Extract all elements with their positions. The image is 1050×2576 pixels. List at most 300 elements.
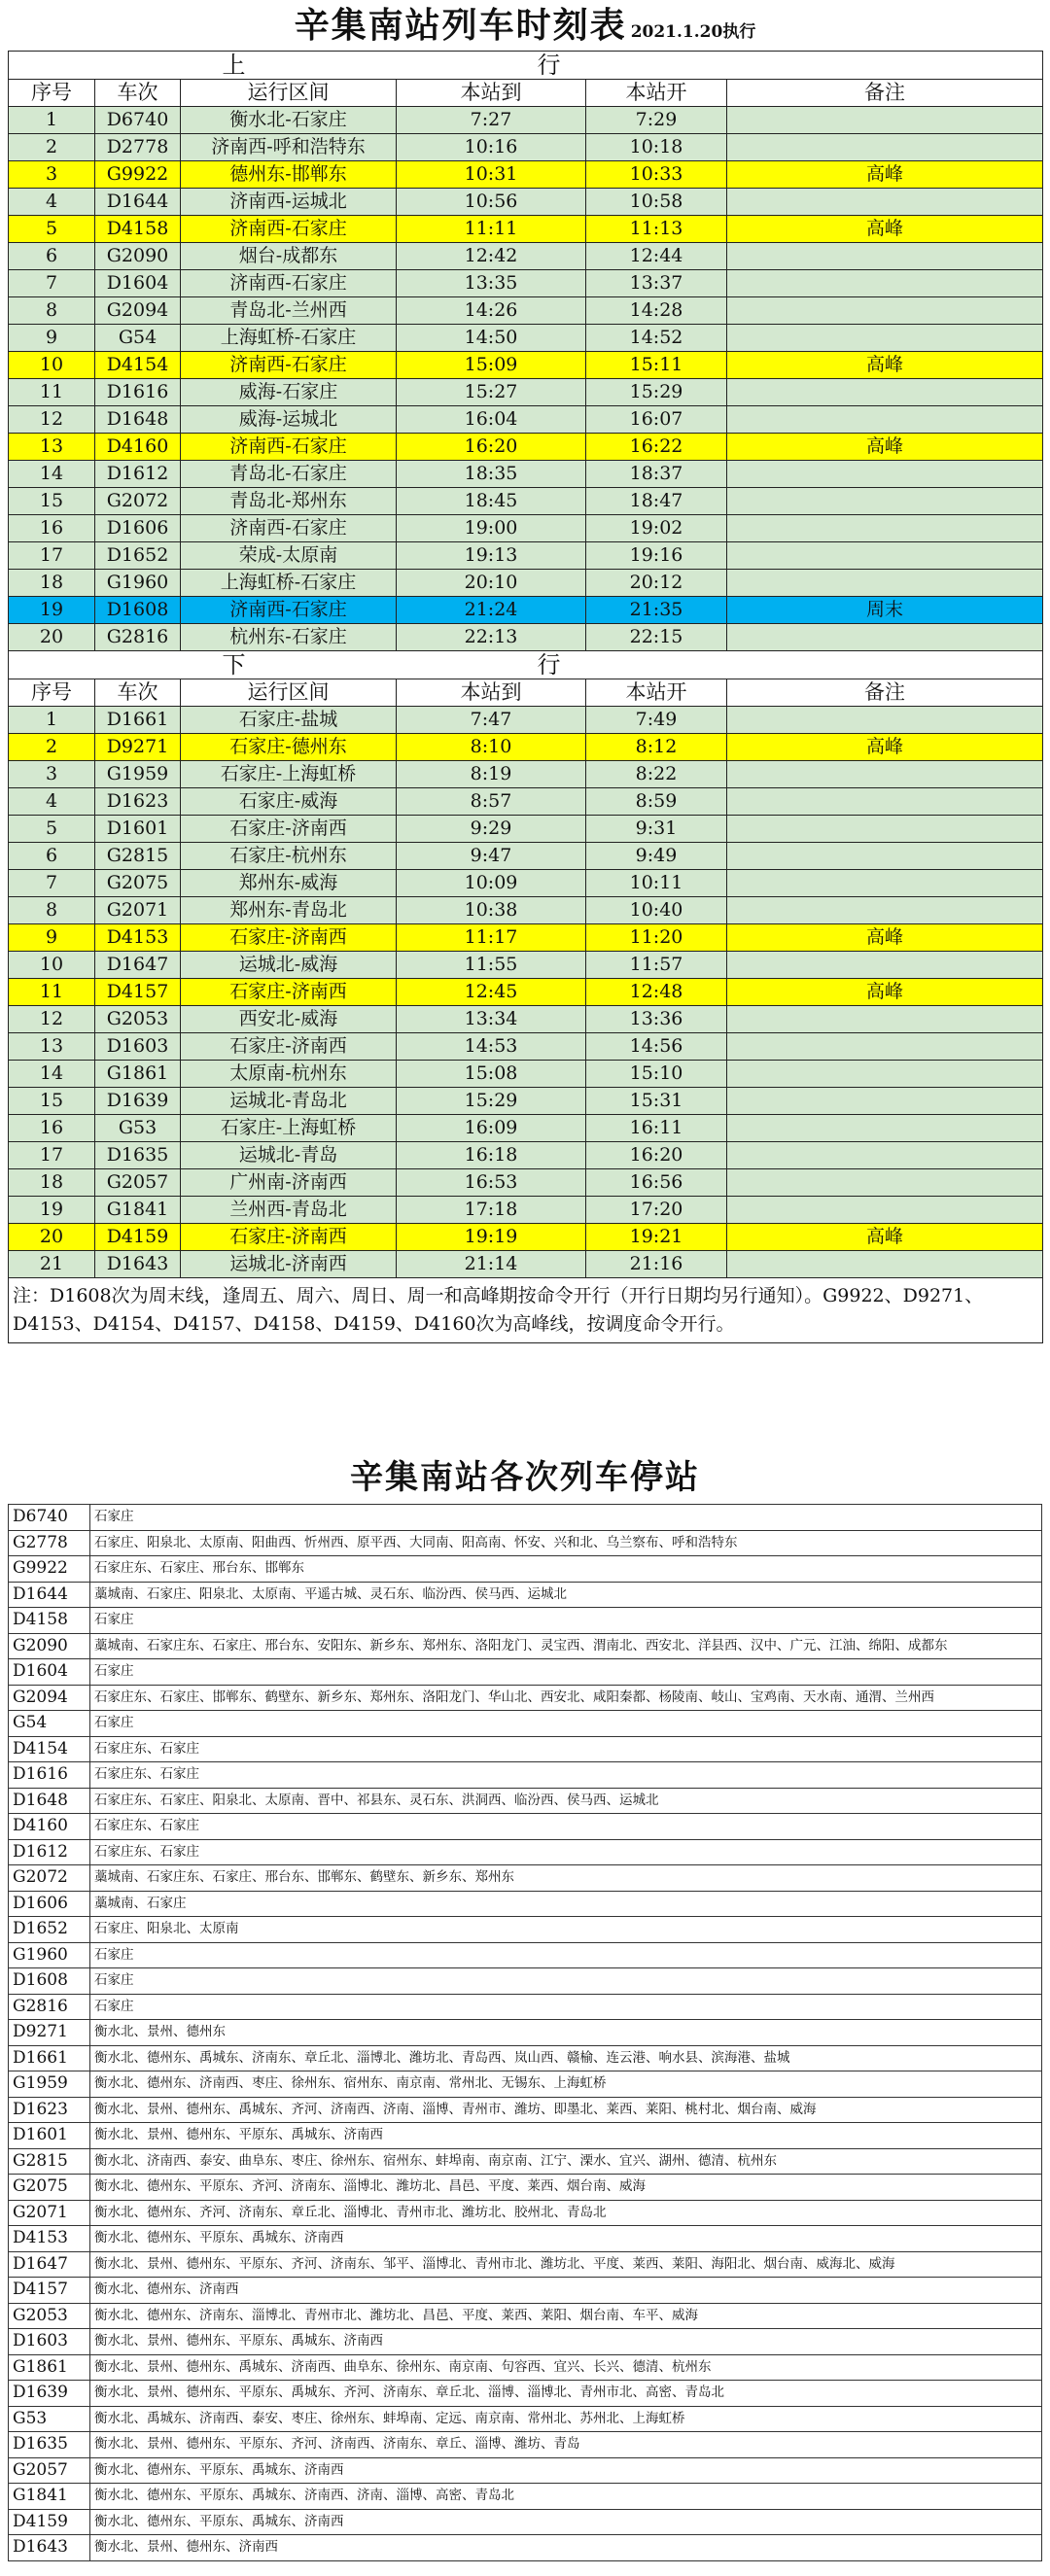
down-column-headers (9, 679, 1043, 707)
effective-date: 2021.1.20执行 (630, 22, 756, 42)
row-train: G2815 (95, 843, 181, 870)
timetable-row (9, 1006, 1043, 1033)
row-depart: 16:20 (586, 1142, 727, 1169)
stops-list: 石家庄 (90, 1942, 1042, 1968)
timetable-row (9, 461, 1043, 488)
row-seq: 10 (9, 352, 95, 379)
stops-list: 衡水北、德州东、禹城东、济南东、章丘北、淄博北、潍坊北、青岛西、岚山西、赣榆、连云港、响水县、滨海港、盐城 (90, 2045, 1042, 2071)
timetable-row (9, 816, 1043, 843)
stops-list: 石家庄东、石家庄、邢台东、邯郸东 (90, 1556, 1042, 1583)
row-seq: 11 (9, 979, 95, 1006)
stops-table (8, 1504, 1042, 2561)
row-remark (727, 952, 1043, 979)
up-direction-header (9, 52, 1043, 80)
row-depart: 13:37 (586, 270, 727, 297)
stops-row (9, 1942, 1042, 1968)
row-train: D1661 (95, 707, 181, 734)
stops-list: 衡水北、景州、德州东、平原东、齐河、济南西、济南东、章丘、淄博、潍坊、青岛 (90, 2432, 1042, 2458)
stops-row (9, 2200, 1042, 2226)
stops-list: 藁城南、石家庄东、石家庄、邢台东、邯郸东、鹤壁东、新乡东、郑州东 (90, 1865, 1042, 1892)
row-arrive: 14:50 (397, 325, 586, 352)
stops-list: 石家庄、阳泉北、太原南、阳曲西、忻州西、原平西、大同南、阳高南、怀安、兴和北、乌兰察布、呼和浩特东 (90, 1530, 1042, 1556)
timetable-row (9, 952, 1043, 979)
timetable-row (9, 134, 1043, 161)
stops-row (9, 2071, 1042, 2098)
row-seq: 14 (9, 461, 95, 488)
row-arrive: 18:45 (397, 488, 586, 515)
stops-row (9, 2484, 1042, 2510)
timetable-row (9, 488, 1043, 515)
stops-list: 衡水北、景州、德州东、平原东、齐河、济南东、邹平、淄博北、青州市北、潍坊北、平度、莱西、莱阳、海阳北、烟台南、威海北、威海 (90, 2251, 1042, 2278)
stops-list: 石家庄、阳泉北、太原南 (90, 1917, 1042, 1943)
row-route: 石家庄-杭州东 (181, 843, 397, 870)
row-train: D1606 (95, 515, 181, 542)
row-depart: 10:40 (586, 897, 727, 924)
row-depart: 8:12 (586, 734, 727, 761)
row-arrive: 22:13 (397, 624, 586, 651)
timetable-row (9, 624, 1043, 651)
stops-train: D1604 (9, 1659, 90, 1686)
header-arrive: 本站到 (397, 80, 586, 107)
row-depart: 10:11 (586, 870, 727, 897)
row-route: 济南西-呼和浩特东 (181, 134, 397, 161)
row-remark: 高峰 (727, 924, 1043, 952)
timetable-row (9, 1061, 1043, 1088)
row-depart: 22:15 (586, 624, 727, 651)
row-arrive: 14:26 (397, 297, 586, 325)
row-arrive: 15:08 (397, 1061, 586, 1088)
stops-list: 石家庄东、石家庄、邯郸东、鹤壁东、新乡东、郑州东、洛阳龙门、华山北、西安北、咸阳秦都、杨陵南、岐山、宝鸡南、天水南、通渭、兰州西 (90, 1685, 1042, 1711)
stops-train: D1647 (9, 2251, 90, 2278)
timetable-row (9, 761, 1043, 788)
stops-train: D1603 (9, 2329, 90, 2355)
row-seq: 12 (9, 406, 95, 434)
stops-list: 藁城南、石家庄 (90, 1891, 1042, 1917)
row-arrive: 14:53 (397, 1033, 586, 1061)
row-train: G1841 (95, 1197, 181, 1224)
row-route: 石家庄-上海虹桥 (181, 1115, 397, 1142)
row-remark (727, 843, 1043, 870)
row-seq: 2 (9, 734, 95, 761)
row-depart: 12:48 (586, 979, 727, 1006)
timetable-title (0, 0, 1050, 51)
row-arrive: 16:53 (397, 1169, 586, 1197)
stops-row (9, 1865, 1042, 1892)
row-train: G2053 (95, 1006, 181, 1033)
row-route: 杭州东-石家庄 (181, 624, 397, 651)
row-depart: 12:44 (586, 243, 727, 270)
timetable-row (9, 325, 1043, 352)
header-remark: 备注 (727, 679, 1043, 707)
stops-row (9, 2303, 1042, 2329)
stops-train: D1652 (9, 1917, 90, 1943)
stops-train: G2072 (9, 1865, 90, 1892)
row-route: 济南西-石家庄 (181, 216, 397, 243)
up-direction-header-char1: 上 (9, 52, 397, 80)
row-route: 上海虹桥-石家庄 (181, 570, 397, 597)
row-seq: 3 (9, 161, 95, 189)
header-remark: 备注 (727, 80, 1043, 107)
row-train: G1959 (95, 761, 181, 788)
timetable-row (9, 515, 1043, 542)
row-remark: 高峰 (727, 979, 1043, 1006)
row-remark (727, 1115, 1043, 1142)
row-train: D4160 (95, 434, 181, 461)
timetable-row (9, 1251, 1043, 1278)
timetable-row (9, 189, 1043, 216)
up-column-headers (9, 80, 1043, 107)
row-arrive: 10:56 (397, 189, 586, 216)
stops-list: 石家庄 (90, 1505, 1042, 1531)
row-route: 运城北-威海 (181, 952, 397, 979)
row-arrive: 16:18 (397, 1142, 586, 1169)
row-depart: 16:11 (586, 1115, 727, 1142)
up-direction-header-char2: 行 (397, 52, 1043, 80)
stops-row (9, 2278, 1042, 2304)
header-depart: 本站开 (586, 679, 727, 707)
stops-train: D1612 (9, 1839, 90, 1865)
row-seq: 1 (9, 107, 95, 134)
row-depart: 21:16 (586, 1251, 727, 1278)
stops-row (9, 2045, 1042, 2071)
stops-title: 辛集南站各次列车停站 (350, 1458, 700, 1497)
stops-train: D4154 (9, 1736, 90, 1762)
stops-list: 衡水北、景州、德州东、禹城东、齐河、济南西、济南、淄博、青州市、潍坊、即墨北、莱西、莱阳、桃村北、烟台南、威海 (90, 2097, 1042, 2123)
header-route: 运行区间 (181, 679, 397, 707)
row-remark (727, 107, 1043, 134)
row-arrive: 19:00 (397, 515, 586, 542)
stops-row (9, 1659, 1042, 1686)
stops-row (9, 2148, 1042, 2175)
header-depart: 本站开 (586, 80, 727, 107)
stops-train: G53 (9, 2406, 90, 2432)
row-train: D1612 (95, 461, 181, 488)
timetable-row (9, 707, 1043, 734)
row-depart: 15:10 (586, 1061, 727, 1088)
stops-row (9, 1505, 1042, 1531)
row-arrive: 12:42 (397, 243, 586, 270)
row-depart: 11:20 (586, 924, 727, 952)
stops-train: D4153 (9, 2226, 90, 2252)
stops-list: 衡水北、景州、德州东、济南西 (90, 2535, 1042, 2561)
row-remark (727, 1061, 1043, 1088)
stops-list: 石家庄 (90, 1659, 1042, 1686)
stops-row (9, 1711, 1042, 1737)
stops-row (9, 2509, 1042, 2535)
stops-list: 衡水北、景州、德州东、平原东、禹城东、济南西 (90, 2123, 1042, 2149)
row-remark (727, 761, 1043, 788)
row-train: D9271 (95, 734, 181, 761)
row-train: G53 (95, 1115, 181, 1142)
row-remark (727, 461, 1043, 488)
row-arrive: 11:11 (397, 216, 586, 243)
stops-train: D1635 (9, 2432, 90, 2458)
stops-train: G1841 (9, 2484, 90, 2510)
stops-train: D1606 (9, 1891, 90, 1917)
stops-train: G2075 (9, 2175, 90, 2201)
row-depart: 15:29 (586, 379, 727, 406)
row-route: 运城北-青岛 (181, 1142, 397, 1169)
timetable-row (9, 216, 1043, 243)
timetable-row (9, 379, 1043, 406)
stops-row (9, 2432, 1042, 2458)
row-arrive: 17:18 (397, 1197, 586, 1224)
row-seq: 17 (9, 542, 95, 570)
stops-row (9, 2406, 1042, 2432)
stops-row (9, 2251, 1042, 2278)
stops-row (9, 2354, 1042, 2381)
stops-row (9, 2020, 1042, 2046)
timetable-row (9, 1033, 1043, 1061)
stops-train: G1960 (9, 1942, 90, 1968)
row-depart: 20:12 (586, 570, 727, 597)
row-seq: 16 (9, 1115, 95, 1142)
stops-train: D4157 (9, 2278, 90, 2304)
stops-list: 衡水北、德州东、平原东、禹城东、济南西、济南、淄博、高密、青岛北 (90, 2484, 1042, 2510)
stops-row (9, 1633, 1042, 1659)
row-depart: 15:31 (586, 1088, 727, 1115)
stops-list: 藁城南、石家庄东、石家庄、邢台东、安阳东、新乡东、郑州东、洛阳龙门、灵宝西、渭南北、西安北、洋县西、汉中、广元、江油、绵阳、成都东 (90, 1633, 1042, 1659)
row-route: 广州南-济南西 (181, 1169, 397, 1197)
row-train: D4154 (95, 352, 181, 379)
row-train: G2090 (95, 243, 181, 270)
down-direction-header (9, 651, 1043, 679)
timetable-row (9, 788, 1043, 816)
stops-list: 衡水北、景州、德州东、平原东、禹城东、济南西 (90, 2329, 1042, 2355)
timetable-row (9, 434, 1043, 461)
row-remark: 高峰 (727, 161, 1043, 189)
stops-row (9, 1788, 1042, 1814)
stops-list: 衡水北、德州东、济南东、淄博北、青州市北、潍坊北、昌邑、平度、莱西、莱阳、烟台南、车平、威海 (90, 2303, 1042, 2329)
row-depart: 16:22 (586, 434, 727, 461)
row-route: 石家庄-上海虹桥 (181, 761, 397, 788)
row-arrive: 15:29 (397, 1088, 586, 1115)
stops-body (9, 1505, 1042, 2561)
row-remark (727, 570, 1043, 597)
row-route: 衡水北-石家庄 (181, 107, 397, 134)
row-arrive: 9:29 (397, 816, 586, 843)
stops-row (9, 2175, 1042, 2201)
stops-train: G2057 (9, 2457, 90, 2484)
down-direction-header-char2: 行 (397, 651, 1043, 679)
row-route: 威海-运城北 (181, 406, 397, 434)
row-seq: 18 (9, 570, 95, 597)
stops-train: D1601 (9, 2123, 90, 2149)
row-train: G2071 (95, 897, 181, 924)
row-train: G1960 (95, 570, 181, 597)
stops-row (9, 2226, 1042, 2252)
row-arrive: 9:47 (397, 843, 586, 870)
stops-list: 石家庄东、石家庄 (90, 1814, 1042, 1840)
row-remark (727, 1197, 1043, 1224)
row-arrive: 21:14 (397, 1251, 586, 1278)
row-route: 石家庄-济南西 (181, 816, 397, 843)
stops-row (9, 1891, 1042, 1917)
timetable-row (9, 843, 1043, 870)
row-train: D1648 (95, 406, 181, 434)
stops-list: 衡水北、德州东、济南西、枣庄、徐州东、宿州东、南京南、常州北、无锡东、上海虹桥 (90, 2071, 1042, 2098)
timetable-row (9, 406, 1043, 434)
row-train: G2094 (95, 297, 181, 325)
row-train: D1623 (95, 788, 181, 816)
row-remark (727, 1142, 1043, 1169)
stops-list: 衡水北、禹城东、济南西、泰安、枣庄、徐州东、蚌埠南、定远、南京南、常州北、苏州北、上海虹桥 (90, 2406, 1042, 2432)
row-train: D1608 (95, 597, 181, 624)
stops-train: G1861 (9, 2354, 90, 2381)
row-remark (727, 816, 1043, 843)
row-remark (727, 1169, 1043, 1197)
stops-list: 衡水北、德州东、齐河、济南东、章丘北、淄博北、青州市北、潍坊北、胶州北、青岛北 (90, 2200, 1042, 2226)
stops-row (9, 2097, 1042, 2123)
row-depart: 14:52 (586, 325, 727, 352)
row-train: D1635 (95, 1142, 181, 1169)
row-route: 德州东-邯郸东 (181, 161, 397, 189)
stops-row (9, 2329, 1042, 2355)
stops-list: 石家庄东、石家庄 (90, 1762, 1042, 1789)
stops-train: G2053 (9, 2303, 90, 2329)
row-depart: 14:56 (586, 1033, 727, 1061)
row-route: 郑州东-威海 (181, 870, 397, 897)
row-train: G2075 (95, 870, 181, 897)
row-seq: 13 (9, 1033, 95, 1061)
row-arrive: 11:55 (397, 952, 586, 979)
timetable-table (8, 51, 1043, 1343)
stops-train: G1959 (9, 2071, 90, 2098)
timetable-row (9, 161, 1043, 189)
footnote: 注：D1608次为周末线，逢周五、周六、周日、周一和高峰期按命令开行（开行日期均另行通知）。G9922、D9271、D4153、D4154、D4157、D4158、D4159、D4160次为高峰线，按调度命令开行。 (9, 1278, 1043, 1343)
row-remark (727, 542, 1043, 570)
stops-list: 衡水北、景州、德州东 (90, 2020, 1042, 2046)
stops-train: D9271 (9, 2020, 90, 2046)
row-train: D1603 (95, 1033, 181, 1061)
timetable-row (9, 107, 1043, 134)
row-seq: 1 (9, 707, 95, 734)
timetable-row (9, 979, 1043, 1006)
row-remark (727, 488, 1043, 515)
footnote-row (9, 1278, 1043, 1343)
down-direction-header-char1: 下 (9, 651, 397, 679)
row-depart: 11:57 (586, 952, 727, 979)
stops-list: 衡水北、景州、德州东、平原东、禹城东、齐河、济南东、章丘北、淄博、淄博北、青州市北、高密、青岛北 (90, 2381, 1042, 2407)
header-train: 车次 (95, 80, 181, 107)
stops-list: 衡水北、德州东、平原东、齐河、济南东、淄博北、潍坊北、昌邑、平度、莱西、烟台南、威海 (90, 2175, 1042, 2201)
stops-list: 衡水北、济南西、泰安、曲阜东、枣庄、徐州东、宿州东、蚌埠南、南京南、江宁、溧水、宜兴、湖州、德清、杭州东 (90, 2148, 1042, 2175)
header-seq: 序号 (9, 80, 95, 107)
row-train: G2057 (95, 1169, 181, 1197)
stops-train: G9922 (9, 1556, 90, 1583)
stops-row (9, 1736, 1042, 1762)
stops-list: 衡水北、德州东、平原东、禹城东、济南西 (90, 2509, 1042, 2535)
stops-list: 石家庄 (90, 1968, 1042, 1995)
timetable-row (9, 297, 1043, 325)
row-seq: 16 (9, 515, 95, 542)
row-route: 青岛北-兰州西 (181, 297, 397, 325)
stops-list: 衡水北、德州东、平原东、禹城东、济南西 (90, 2457, 1042, 2484)
row-depart: 18:37 (586, 461, 727, 488)
timetable-row (9, 924, 1043, 952)
stops-row (9, 1685, 1042, 1711)
row-seq: 20 (9, 1224, 95, 1251)
row-depart: 9:31 (586, 816, 727, 843)
row-route: 青岛北-石家庄 (181, 461, 397, 488)
row-remark: 高峰 (727, 352, 1043, 379)
row-train: D4157 (95, 979, 181, 1006)
row-train: D1616 (95, 379, 181, 406)
stops-row (9, 1556, 1042, 1583)
row-arrive: 7:27 (397, 107, 586, 134)
row-depart: 9:49 (586, 843, 727, 870)
row-remark (727, 624, 1043, 651)
row-depart: 19:02 (586, 515, 727, 542)
row-arrive: 16:04 (397, 406, 586, 434)
stops-list: 衡水北、德州东、济南西 (90, 2278, 1042, 2304)
stops-row (9, 2381, 1042, 2407)
row-arrive: 13:35 (397, 270, 586, 297)
timetable-title-text: 辛集南站列车时刻表 (294, 5, 627, 46)
row-arrive: 20:10 (397, 570, 586, 597)
stops-train: G2778 (9, 1530, 90, 1556)
row-seq: 20 (9, 624, 95, 651)
row-remark (727, 515, 1043, 542)
row-seq: 10 (9, 952, 95, 979)
row-remark (727, 788, 1043, 816)
stops-row (9, 2457, 1042, 2484)
row-seq: 7 (9, 870, 95, 897)
timetable-row (9, 897, 1043, 924)
row-arrive: 10:16 (397, 134, 586, 161)
row-seq: 19 (9, 597, 95, 624)
row-remark: 高峰 (727, 434, 1043, 461)
row-remark (727, 243, 1043, 270)
row-remark (727, 1033, 1043, 1061)
row-arrive: 7:47 (397, 707, 586, 734)
row-route: 青岛北-郑州东 (181, 488, 397, 515)
stops-row (9, 1608, 1042, 1634)
stops-train: G2816 (9, 1994, 90, 2020)
row-remark (727, 297, 1043, 325)
stops-row (9, 2123, 1042, 2149)
row-route: 济南西-运城北 (181, 189, 397, 216)
row-seq: 6 (9, 843, 95, 870)
row-arrive: 10:38 (397, 897, 586, 924)
row-train: D4153 (95, 924, 181, 952)
timetable-row (9, 1197, 1043, 1224)
row-remark (727, 379, 1043, 406)
row-train: G9922 (95, 161, 181, 189)
stops-train: D6740 (9, 1505, 90, 1531)
row-train: G2072 (95, 488, 181, 515)
stops-row (9, 1968, 1042, 1995)
timetable-row (9, 1142, 1043, 1169)
row-arrive: 18:35 (397, 461, 586, 488)
row-seq: 11 (9, 379, 95, 406)
row-train: D1643 (95, 1251, 181, 1278)
row-train: D4159 (95, 1224, 181, 1251)
row-train: G1861 (95, 1061, 181, 1088)
row-route: 烟台-成都东 (181, 243, 397, 270)
stops-list: 衡水北、景州、德州东、禹城东、济南西、曲阜东、徐州东、南京南、句容西、宜兴、长兴、德清、杭州东 (90, 2354, 1042, 2381)
row-train: D1652 (95, 542, 181, 570)
row-train: D1639 (95, 1088, 181, 1115)
stops-train: D1661 (9, 2045, 90, 2071)
stops-train: D1648 (9, 1788, 90, 1814)
row-arrive: 8:57 (397, 788, 586, 816)
stops-row (9, 1762, 1042, 1789)
row-depart: 10:18 (586, 134, 727, 161)
stops-row (9, 1994, 1042, 2020)
row-route: 运城北-济南西 (181, 1251, 397, 1278)
row-seq: 7 (9, 270, 95, 297)
